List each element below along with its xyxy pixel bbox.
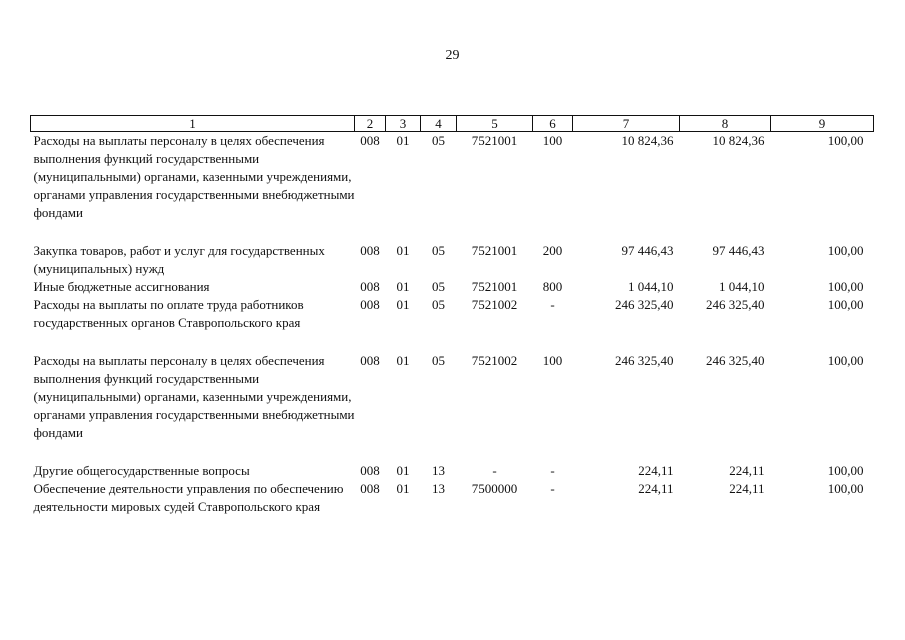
- cell-col7: 246 325,40: [615, 353, 674, 368]
- cell-col5: 7521002: [471, 297, 518, 312]
- cell-col3: 01: [396, 463, 410, 478]
- cell-col8: 97 446,43: [712, 243, 765, 258]
- cell-col9: 100,00: [827, 133, 864, 148]
- row-name: Иные бюджетные ассигнования: [33, 279, 210, 294]
- cell-col5: 7521001: [471, 133, 518, 148]
- row-name: Закупка товаров, работ и услуг для государственных (муниципальных) нужд: [33, 243, 325, 276]
- cell-col7: 1 044,10: [628, 279, 674, 294]
- cell-col9: 100,00: [827, 463, 864, 478]
- cell-col4: 05: [432, 279, 445, 294]
- cell-col3: 01: [396, 279, 410, 294]
- cell-col2: 008: [360, 243, 380, 258]
- header-cell: 3: [386, 116, 421, 132]
- cell-col2: 008: [360, 279, 380, 294]
- cell-col4: 05: [432, 353, 445, 368]
- header-cell: 4: [421, 116, 457, 132]
- cell-col8: 246 325,40: [706, 297, 765, 312]
- table-row: [31, 242, 874, 278]
- cell-col4: 13: [432, 481, 445, 496]
- table-row: [31, 278, 874, 296]
- cell-col3: 01: [396, 353, 410, 368]
- header-cell: 6: [533, 116, 573, 132]
- table-row: [31, 296, 874, 352]
- header-row: [31, 116, 874, 132]
- cell-col8: 1 044,10: [719, 279, 765, 294]
- cell-col6: -: [550, 481, 555, 496]
- row-name: Расходы на выплаты персоналу в целях обеспечения выполнения функций государственными (муниципальными) органами, казенными учреждениями, органами управления государственными внебюджетными фондами: [33, 133, 355, 220]
- cell-col6: 100: [542, 353, 563, 368]
- header-cell: 9: [771, 116, 874, 132]
- cell-col9: 100,00: [827, 481, 864, 496]
- cell-col6: -: [550, 297, 555, 312]
- header-cell: 7: [573, 116, 680, 132]
- table-row: [31, 462, 874, 480]
- cell-col6: 800: [542, 279, 563, 294]
- cell-col4: 05: [432, 243, 445, 258]
- row-name: Расходы на выплаты по оплате труда работников государственных органов Ставропольского края: [33, 297, 304, 330]
- cell-col2: 008: [360, 297, 380, 312]
- header-cell: 5: [457, 116, 533, 132]
- budget-table: [30, 115, 874, 516]
- cell-col7: 97 446,43: [621, 243, 674, 258]
- cell-col5: 7521001: [471, 279, 518, 294]
- cell-col2: 008: [360, 481, 380, 496]
- cell-col9: 100,00: [827, 243, 864, 258]
- cell-col7: 10 824,36: [621, 133, 674, 148]
- cell-col4: 05: [432, 133, 445, 148]
- cell-col7: 246 325,40: [615, 297, 674, 312]
- cell-col2: 008: [360, 353, 380, 368]
- cell-col5: 7521002: [471, 353, 518, 368]
- cell-col6: 200: [542, 243, 563, 258]
- cell-col5: 7500000: [471, 481, 518, 496]
- table-row: [31, 480, 874, 516]
- cell-col6: 100: [542, 133, 563, 148]
- cell-col5: 7521001: [471, 243, 518, 258]
- cell-col5: -: [492, 463, 497, 478]
- cell-col7: 224,11: [638, 463, 674, 478]
- cell-col7: 224,11: [638, 481, 674, 496]
- cell-col8: 10 824,36: [712, 133, 765, 148]
- page-number: 29: [445, 48, 460, 63]
- header-cell: 8: [680, 116, 771, 132]
- cell-col4: 13: [432, 463, 445, 478]
- cell-col3: 01: [396, 297, 410, 312]
- cell-col9: 100,00: [827, 297, 864, 312]
- row-name: Расходы на выплаты персоналу в целях обеспечения выполнения функций государственными (муниципальными) органами, казенными учреждениями, органами управления государственными внебюджетными фондами: [33, 353, 355, 440]
- header-cell: 1: [31, 116, 355, 132]
- row-name: Обеспечение деятельности управления по обеспечению деятельности мировых судей Ставропольского края: [33, 481, 344, 514]
- cell-col9: 100,00: [827, 353, 864, 368]
- cell-col3: 01: [396, 481, 410, 496]
- cell-col2: 008: [360, 133, 380, 148]
- cell-col3: 01: [396, 133, 410, 148]
- cell-col3: 01: [396, 243, 410, 258]
- cell-col2: 008: [360, 463, 380, 478]
- table-row: [31, 352, 874, 462]
- cell-col6: -: [550, 463, 555, 478]
- table-row: [31, 132, 874, 243]
- cell-col8: 246 325,40: [706, 353, 765, 368]
- cell-col4: 05: [432, 297, 445, 312]
- header-cell: 2: [355, 116, 386, 132]
- cell-col8: 224,11: [729, 481, 765, 496]
- row-name: Другие общегосударственные вопросы: [33, 463, 250, 478]
- cell-col8: 224,11: [729, 463, 765, 478]
- cell-col9: 100,00: [827, 279, 864, 294]
